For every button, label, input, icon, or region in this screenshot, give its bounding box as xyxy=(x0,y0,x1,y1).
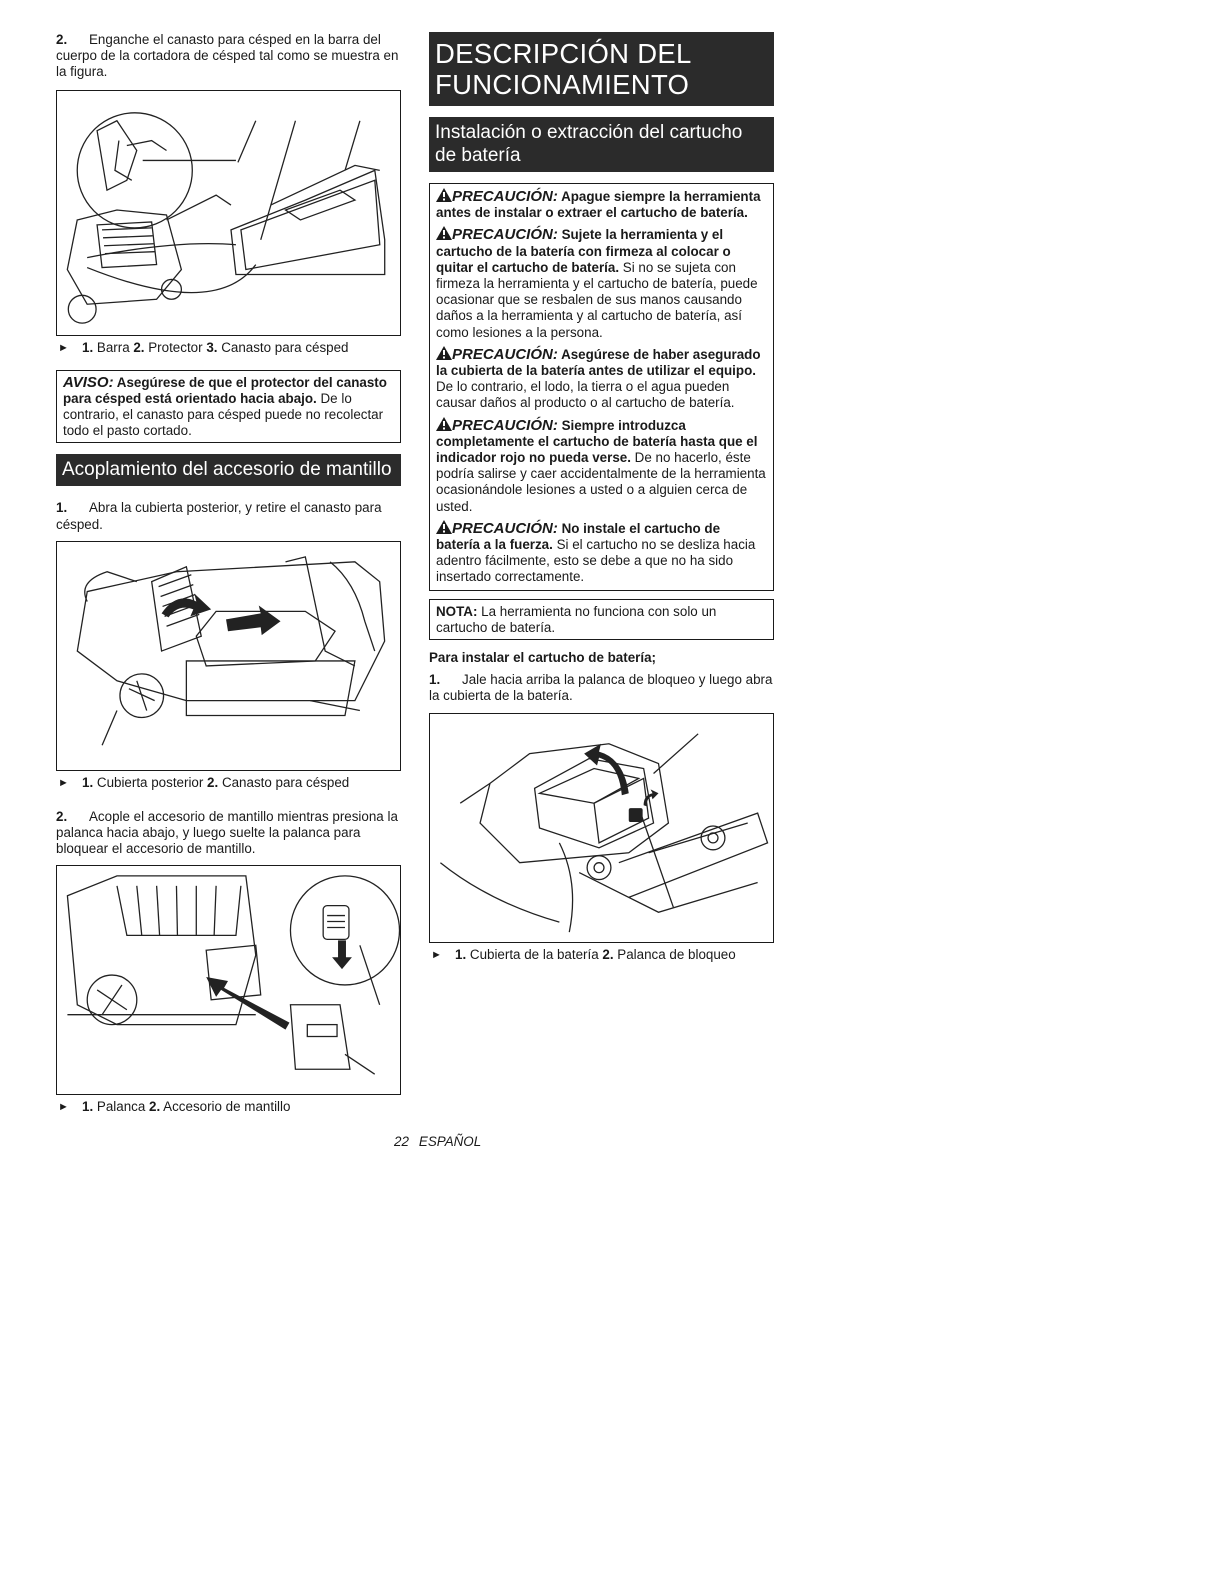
grass-basket-illustration xyxy=(57,91,400,335)
caption-arrow-icon: ► xyxy=(431,948,442,961)
rear-cover-illustration xyxy=(57,542,400,770)
precaution-1: PRECAUCIÓN: Apague siempre la herramienta antes de instalar o extraer el cartucho de batería. xyxy=(436,188,761,221)
section-title-battery: Instalación o extracción del cartucho de batería xyxy=(429,117,774,172)
figure-2-caption: ► 1. Cubierta posterior 2. Canasto para césped xyxy=(58,774,350,790)
left-column xyxy=(56,32,401,1115)
page-number: 22 xyxy=(394,1134,409,1149)
warning-triangle-icon xyxy=(436,188,452,202)
main-title: DESCRIPCIÓN DEL FUNCIONAMIENTO xyxy=(429,32,774,106)
warning-triangle-icon xyxy=(436,226,452,240)
mulching-plug-illustration xyxy=(57,866,400,1094)
caption-arrow-icon: ► xyxy=(58,1101,69,1114)
aviso-notice: AVISO: Asegúrese de que el protector del canasto para césped está orientado hacia abajo. De lo contrario, el canasto para césped puede no recolectar todo el pasto cortado. xyxy=(56,370,401,444)
figure-3-caption: ► 1. Palanca 2. Accesorio de mantillo xyxy=(58,1099,291,1115)
right-column xyxy=(429,32,774,963)
figure-4-caption: ► 1. Cubierta de la batería 2. Palanca de bloqueo xyxy=(431,946,736,962)
section-title-mantillo: Acoplamiento del accesorio de mantillo xyxy=(56,454,401,486)
figure-battery-cover xyxy=(429,713,774,943)
nota-notice: NOTA: La herramienta no funciona con solo un cartucho de batería. xyxy=(429,599,774,640)
precaution-5: PRECAUCIÓN: No instale el cartucho de batería a la fuerza. Si el cartucho no se desliza hacia adentro fácilmente, esto se debe a que no ha sido insertado correctamente. xyxy=(436,519,756,585)
figure-rear-cover xyxy=(56,541,401,771)
battery-cover-illustration xyxy=(430,714,773,942)
warning-triangle-icon xyxy=(436,346,452,360)
page-footer xyxy=(394,1134,491,1149)
caption-arrow-icon: ► xyxy=(58,341,69,354)
precaution-4: PRECAUCIÓN: Siempre introduzca completamente el cartucho de batería hasta que el indicador rojo no pueda verse. De no hacerlo, éste podría salirse y caer accidentalmente de la herramienta ocasionándole lesiones a usted o a alguien cerca de usted. xyxy=(436,416,766,514)
step-2-acople: 2. Acople el accesorio de mantillo mientras presiona la palanca hacia abajo, y luego suelte la palanca para bloquear el accesorio de mantillo. xyxy=(56,808,398,857)
precaution-3: PRECAUCIÓN: Asegúrese de haber asegurado la cubierta de la batería antes de utilizar el equipo. De lo contrario, el lodo, la tierra o el agua pueden causar daños al producto o al cartucho de batería. xyxy=(436,345,761,411)
precaution-box xyxy=(429,183,774,591)
install-subheading: Para instalar el cartucho de batería; xyxy=(429,650,656,666)
footer-language: ESPAÑOL xyxy=(418,1134,482,1149)
figure-mulching-plug xyxy=(56,865,401,1095)
warning-triangle-icon xyxy=(436,520,452,534)
precaution-2: PRECAUCIÓN: Sujete la herramienta y el cartucho de la batería con firmeza al colocar o quitar el cartucho de batería. Si no se sujeta con firmeza la herramienta y el cartucho de batería, puede ocasionar que se resbalen de sus manos causando daños a la herramienta y al cartucho de batería, así como lesiones a la persona. xyxy=(436,226,758,340)
step-1-jale: 1. Jale hacia arriba la palanca de bloqueo y luego abra la cubierta de la batería. xyxy=(429,672,773,704)
step-2-enganche: 2. Enganche el canasto para césped en la barra del cuerpo de la cortadora de césped tal como se muestra en la figura. xyxy=(56,32,399,80)
step-1-abra: 1. Abra la cubierta posterior, y retire el canasto para césped. xyxy=(56,500,382,532)
warning-triangle-icon xyxy=(436,417,452,431)
figure-grass-basket-hook xyxy=(56,90,401,336)
figure-1-caption: ► 1. Barra 2. Protector 3. Canasto para césped xyxy=(58,339,349,355)
caption-arrow-icon: ► xyxy=(58,776,69,789)
